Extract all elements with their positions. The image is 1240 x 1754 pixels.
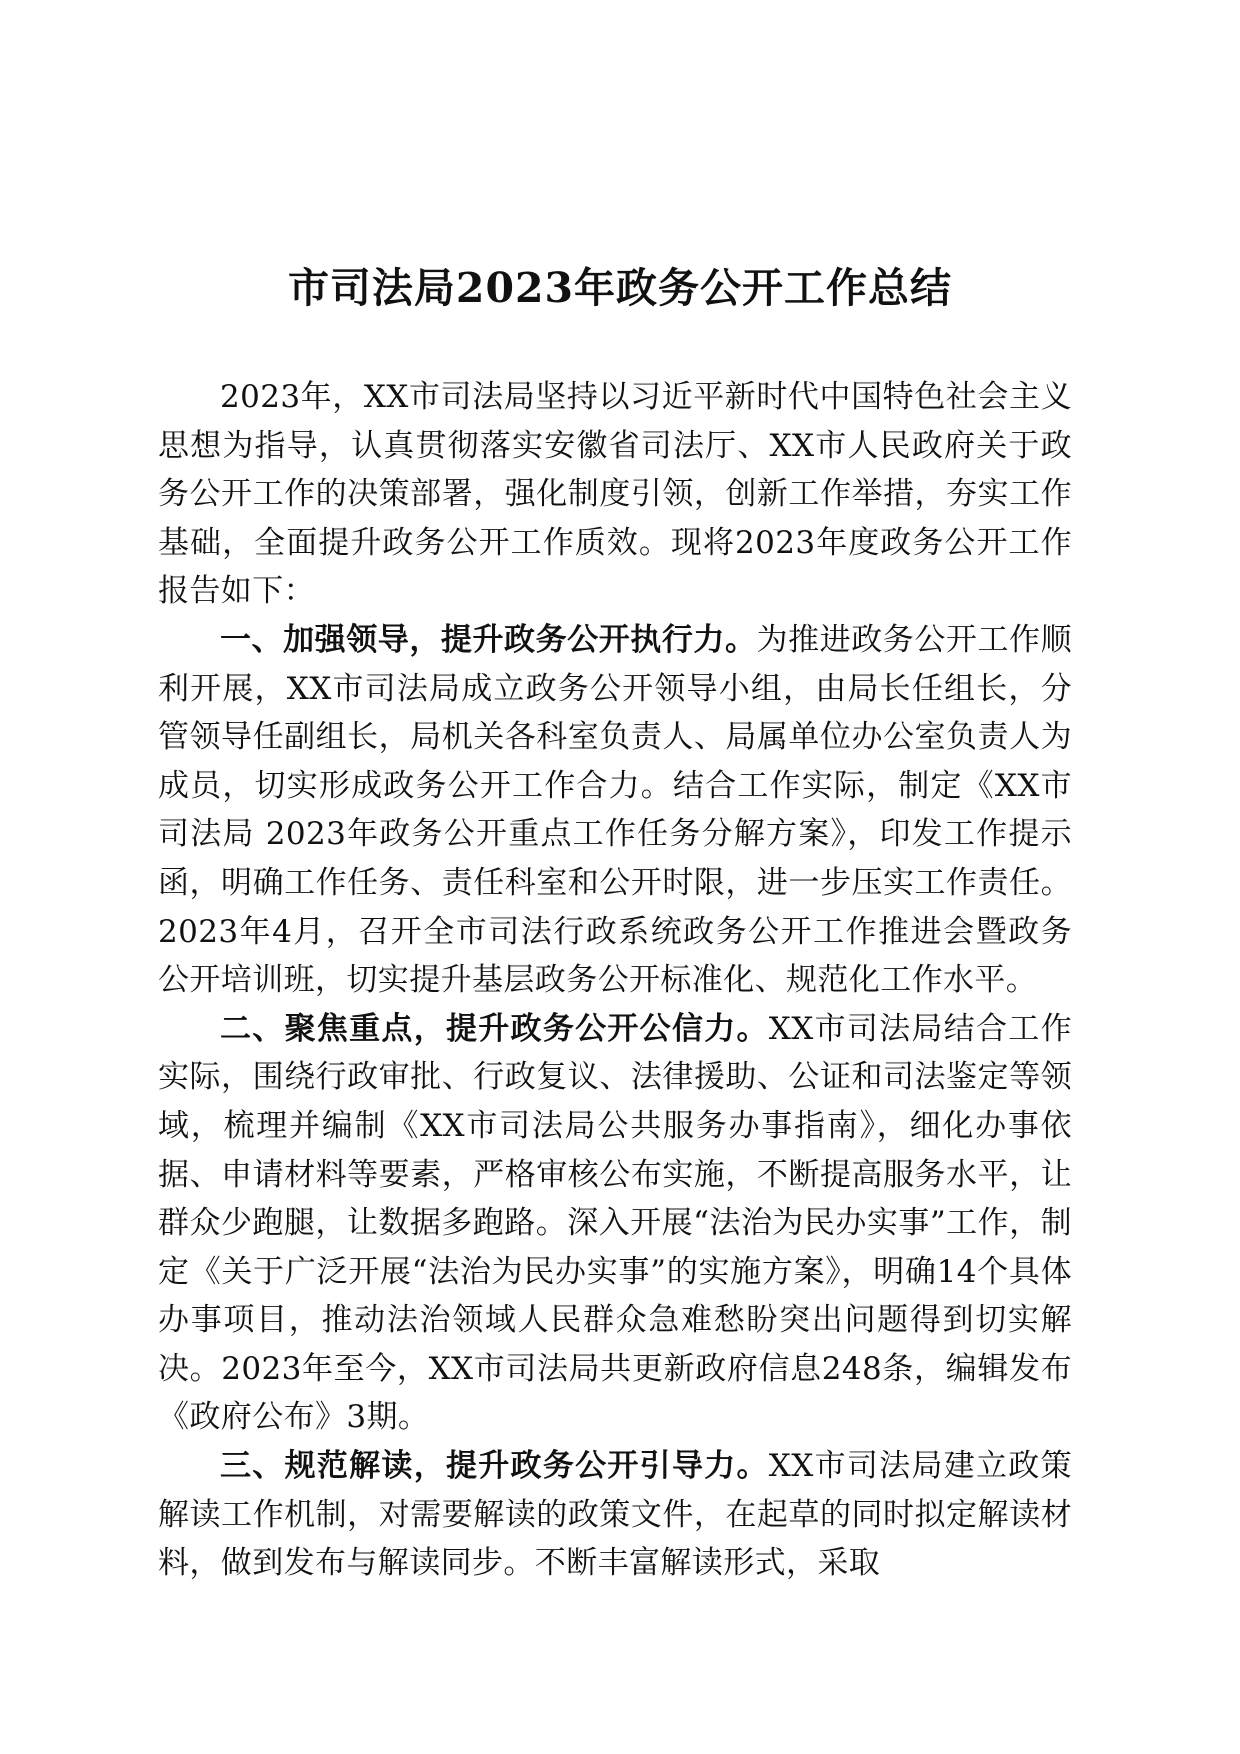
paragraph-section-2 — [158, 1005, 1072, 1442]
paragraph-text: XX市司法局结合工作实际，围绕行政审批、行政复议、法律援助、公证和司法鉴定等领域，梳理并编制《XX市司法局公共服务办事指南》，细化办事依据、申请材料等要素，严格审核公布实施，不断提高服务水平，让群众少跑腿，让数据多跑路。深入开展“法治为民办实事”工作，制定《关于广泛开展“法治为民办实事”的实施方案》，明确14个具体办事项目，推动法治领域人民群众急难愁盼突出问题得到切实解决。2023年至今，XX市司法局共更新政府信息248条，编辑发布《政府公布》3期。 — [158, 1010, 1072, 1436]
paragraph-text: 2023年，XX市司法局坚持以习近平新时代中国特色社会主义思想为指导，认真贯彻落实安徽省司法厅、XX市人民政府关于政务公开工作的决策部署，强化制度引领，创新工作举措，夯实工作基础，全面提升政务公开工作质效。现将2023年度政务公开工作报告如下： — [158, 379, 1072, 610]
document-title: 市司法局2023年政务公开工作总结 — [287, 264, 953, 312]
paragraph-text: XX市司法局建立政策解读工作机制，对需要解读的政策文件，在起草的同时拟定解读材料，做到发布与解读同步。不断丰富解读形式，采取 — [158, 1448, 1072, 1582]
paragraph-section-1 — [158, 616, 1072, 1005]
document-body — [158, 373, 1072, 1588]
section-heading: 一、加强领导，提升政务公开执行力。 — [220, 621, 757, 658]
section-heading: 三、规范解读，提升政务公开引导力。 — [220, 1448, 769, 1485]
section-heading: 二、聚焦重点，提升政务公开公信力。 — [220, 1010, 769, 1047]
paragraph-text: 为推进政务公开工作顺利开展，XX市司法局成立政务公开领导小组，由局长任组长，分管领导任副组长，局机关各科室负责人、局属单位办公室负责人为成员，切实形成政务公开工作合力。结合工作实际，制定《XX市司法局 2023年政务公开重点工作任务分解方案》，印发工作提示函，明确工作任务、责任科室和公开时限，进一步压实工作责任。2023年4月，召开全市司法行政系统政务公开工作推进会暨政务公开培训班，切实提升基层政务公开标准化、规范化工作水平。 — [158, 621, 1072, 999]
paragraph-intro — [158, 373, 1072, 616]
paragraph-section-3 — [158, 1442, 1072, 1588]
